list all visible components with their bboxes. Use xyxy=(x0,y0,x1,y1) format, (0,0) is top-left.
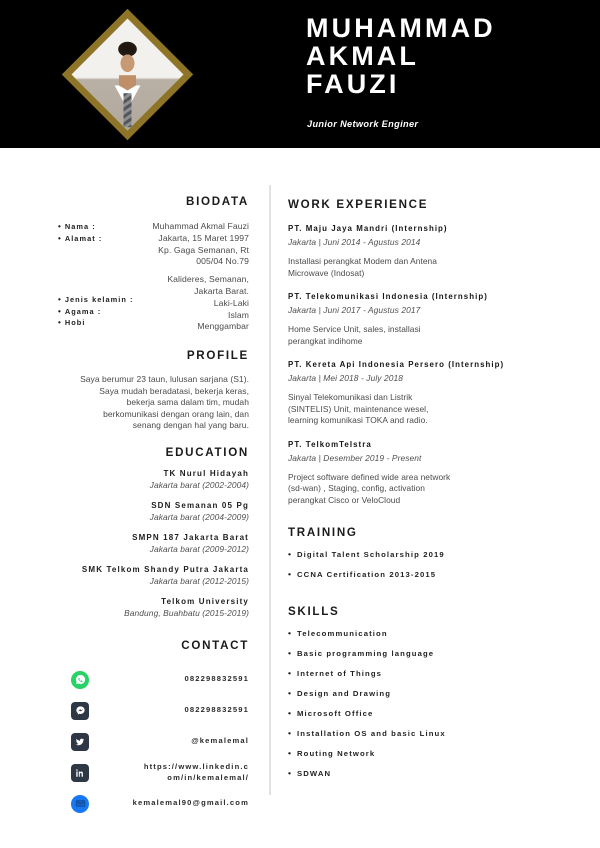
work-company: PT. Maju Jaya Mandri (Internship) xyxy=(288,224,448,233)
section-heading-profile: PROFILE xyxy=(186,349,249,363)
contact-value-linkedin: https://www.linkedin.c om/in/kemalemal/ xyxy=(143,762,249,782)
biodata-block xyxy=(46,221,249,333)
section-heading-work-experience: WORK EXPERIENCE xyxy=(288,198,429,211)
twitter-icon xyxy=(71,733,89,751)
biodata-value-agama: Islam xyxy=(227,309,249,320)
contact-row-whatsapp[interactable] xyxy=(46,666,249,694)
profile-photo-frame xyxy=(73,7,181,141)
section-heading-biodata: BIODATA xyxy=(186,195,249,208)
section-heading-education: EDUCATION xyxy=(165,445,249,459)
biodata-value-address-3: Kalideres, Semanan, xyxy=(167,274,249,285)
work-desc-line: learning komunikasi TOKA and radio. xyxy=(288,415,428,425)
work-desc-line: Project software defined wide area network xyxy=(288,471,451,482)
section-heading-skills: SKILLS xyxy=(288,605,340,618)
education-item xyxy=(46,564,249,587)
photo-necktie xyxy=(123,92,131,126)
right-column xyxy=(288,198,538,788)
education-item xyxy=(46,468,249,491)
section-heading-training: TRAINING xyxy=(288,526,358,539)
biodata-value-nama: Muhammad Akmal Fauzi xyxy=(152,221,249,231)
biodata-value-birth: Jakarta, 15 Maret 1997 xyxy=(158,232,249,243)
work-desc-line: Microwave (Indosat) xyxy=(288,267,365,278)
name-line-1: MUHAMMAD xyxy=(306,13,496,43)
profile-line-5: senang dengan hal yang baru. xyxy=(132,420,249,431)
skill-item: • Design and Drawing xyxy=(288,688,538,699)
work-desc-line: (SINTELIS) Unit, maintenance wesel, xyxy=(288,403,429,414)
name-line-3: FAUZI xyxy=(306,69,400,99)
education-item xyxy=(46,532,249,555)
education-school: SMK Telkom Shandy Putra Jakarta xyxy=(81,564,249,574)
work-meta: Jakarta | Juni 2014 - Agustus 2014 xyxy=(288,237,421,247)
work-experience-item xyxy=(288,439,538,507)
contact-row-linkedin[interactable] xyxy=(46,759,249,787)
resume-header xyxy=(0,0,600,148)
skill-item: • Telecommunication xyxy=(288,628,538,639)
work-meta: Jakarta | Mei 2018 - July 2018 xyxy=(288,373,404,383)
contact-list xyxy=(46,666,249,818)
education-school: TK Nurul Hidayah xyxy=(163,468,249,478)
work-meta: Jakarta | Juni 2017 - Agustus 2017 xyxy=(288,305,421,315)
profile-line-1: Saya berumur 23 taun, lulusan sarjana (S1). xyxy=(80,374,249,385)
profile-line-4: berkomunikasi dengan orang lain, dan xyxy=(103,408,249,419)
work-experience-item xyxy=(288,359,538,427)
work-description xyxy=(288,392,538,427)
biodata-label-jenis-kelamin: • Jenis kelamin : xyxy=(58,294,134,306)
biodata-label-alamat: • Alamat : xyxy=(58,233,134,245)
biodata-label-agama: • Agama : xyxy=(58,306,134,318)
education-place: Jakarta barat (2012-2015) xyxy=(149,575,249,586)
name-line-2: AKMAL xyxy=(306,41,419,71)
education-school: SDN Semanan 05 Pg xyxy=(151,500,249,510)
work-company: PT. TelkomTelstra xyxy=(288,439,372,449)
candidate-name xyxy=(306,14,576,98)
work-desc-line: perangkat Cisco or VeloCloud xyxy=(288,494,401,505)
biodata-value-address-1: Kp. Gaga Semanan, Rt xyxy=(158,244,249,255)
linkedin-icon xyxy=(71,764,89,782)
work-meta: Jakarta | Desember 2019 - Present xyxy=(288,452,422,463)
education-place: Jakarta barat (2002-2004) xyxy=(149,479,249,490)
work-desc-line: (sd-wan) , Staging, config, activation xyxy=(288,483,425,493)
work-desc-line: perangkat indihome xyxy=(288,335,363,346)
section-heading-contact: CONTACT xyxy=(181,638,249,652)
skill-item: • Installation OS and basic Linux xyxy=(288,728,538,739)
work-desc-line: Home Service Unit, sales, installasi xyxy=(288,324,421,334)
job-title: Junior Network Enginer xyxy=(307,119,419,129)
biodata-label-hobi: • Hobi xyxy=(58,317,134,329)
work-company: PT. Kereta Api Indonesia Persero (Internship) xyxy=(288,360,505,369)
photo-gold-diamond-border xyxy=(61,8,193,140)
left-column xyxy=(46,195,249,821)
work-description xyxy=(288,256,538,279)
work-description xyxy=(288,324,538,347)
work-desc-line: Installasi perangkat Modem dan Antena xyxy=(288,256,437,266)
skill-item: • Internet of Things xyxy=(288,668,538,679)
contact-value-whatsapp: 082298832591 xyxy=(184,674,249,684)
contact-row-messenger[interactable] xyxy=(46,697,249,725)
education-place: Jakarta barat (2009-2012) xyxy=(149,543,249,554)
profile-photo-image xyxy=(71,18,183,130)
email-icon xyxy=(71,795,89,813)
work-experience-item xyxy=(288,223,538,279)
messenger-icon xyxy=(71,702,89,720)
whatsapp-icon xyxy=(71,671,89,689)
work-experience-item xyxy=(288,291,538,347)
skill-item: • Microsoft Office xyxy=(288,708,538,719)
education-list xyxy=(46,468,249,619)
contact-value-messenger: 082298832591 xyxy=(184,705,249,715)
education-school: SMPN 187 Jakarta Barat xyxy=(132,532,249,542)
work-desc-line: Sinyal Telekomunikasi dan Listrik xyxy=(288,392,413,402)
skills-list xyxy=(288,628,538,779)
work-company: PT. Telekomunikasi Indonesia (Internship) xyxy=(288,292,488,301)
work-experience-list xyxy=(288,223,538,506)
photo-diamond-mask xyxy=(71,18,183,130)
biodata-value-address-4: Jakarta Barat. xyxy=(194,285,249,296)
biodata-value-address-2: 005/04 No.79 xyxy=(196,256,249,267)
work-description xyxy=(288,472,538,507)
education-school: Telkom University xyxy=(161,596,249,606)
contact-row-email[interactable] xyxy=(46,790,249,818)
skill-item: • Basic programming language xyxy=(288,648,538,659)
skill-item: • Routing Network xyxy=(288,748,538,759)
training-list xyxy=(288,549,538,580)
education-item xyxy=(46,596,249,619)
contact-row-twitter[interactable] xyxy=(46,728,249,756)
profile-line-2: Saya mudah beradatasi, bekerja keras, xyxy=(99,385,249,396)
skill-item: • SDWAN xyxy=(288,768,538,779)
contact-value-email: kemalemal90@gmail.com xyxy=(132,798,249,808)
profile-text xyxy=(46,374,249,432)
education-place: Jakarta barat (2004-2009) xyxy=(149,511,249,522)
biodata-value-jenis-kelamin: Laki-Laki xyxy=(213,297,249,308)
biodata-labels xyxy=(58,221,134,329)
biodata-label-nama: • Nama : xyxy=(58,221,134,233)
training-item: • Digital Talent Scholarship 2019 xyxy=(288,549,538,560)
education-item xyxy=(46,500,249,523)
profile-line-3: bekerja sama dalam tim, mudah xyxy=(126,397,249,408)
column-divider xyxy=(269,185,271,795)
training-item: • CCNA Certification 2013-2015 xyxy=(288,569,538,580)
contact-value-twitter: @kemalemal xyxy=(191,736,249,746)
biodata-value-hobi: Menggambar xyxy=(197,321,249,332)
education-place: Bandung, Buahbatu (2015-2019) xyxy=(124,607,249,618)
